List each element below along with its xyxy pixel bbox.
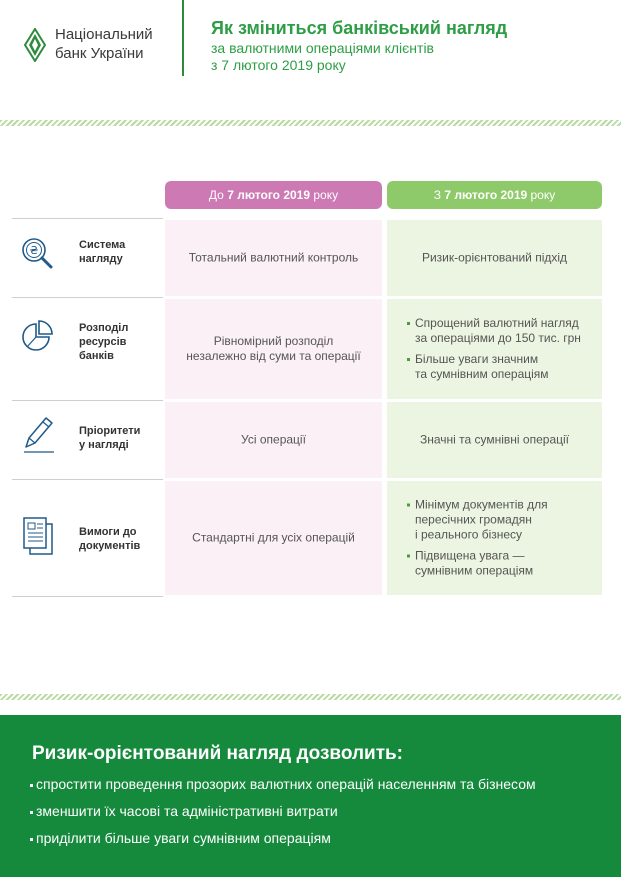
row-label-priorities (79, 424, 140, 452)
label-line: банків (79, 350, 114, 362)
label-line: нагляду (79, 253, 123, 265)
bullet-list (407, 316, 592, 382)
list-item: зменшити їх часові та адміністративні витрати (30, 803, 536, 820)
cell-before-document-requirements (165, 481, 382, 595)
cell-before-priorities (165, 402, 382, 478)
bullet-line: сумнівним операціям (415, 563, 534, 578)
pencil-icon (20, 414, 56, 454)
row-divider (12, 297, 163, 298)
bullet-line: Підвищена увага — (415, 548, 525, 563)
bullet-line: Спрощений валютний нагляд (415, 316, 579, 330)
bullet-line: та сумнівним операціям (415, 367, 549, 381)
list-item (407, 316, 592, 346)
header (0, 0, 621, 120)
row-label-document-requirements (79, 525, 140, 553)
label-line: Пріоритети (79, 425, 141, 437)
cell-text (165, 334, 382, 364)
bottom-stripe-divider (0, 694, 621, 700)
bullet-line: Більше уваги значним (415, 352, 539, 366)
label-line: Вимоги до (79, 526, 137, 538)
after-suffix: року (527, 188, 556, 202)
before-date: 7 лютого 2019 (227, 188, 311, 202)
cell-after-bank-resources (387, 299, 602, 399)
cell-text: Ризик-орієнтований підхід (421, 250, 568, 265)
footer-benefits-list (30, 776, 536, 857)
row-divider (12, 479, 163, 480)
cell-text: Усі операції (241, 432, 306, 447)
bullet-list (407, 498, 592, 579)
cell-line: Рівномірний розподіл (213, 334, 334, 348)
list-item: спростити проведення прозорих валютних операцій населенням та бізнесом (30, 776, 536, 793)
pie-chart-icon (20, 318, 56, 358)
bullet-line: і реального бізнесу (415, 527, 523, 542)
cell-after-supervision-system (387, 220, 602, 296)
row-divider (12, 596, 163, 597)
after-prefix: З (433, 188, 445, 202)
subtitle-line-2: з 7 лютого 2019 року (211, 57, 346, 73)
page-subtitle (211, 40, 434, 74)
label-line: у нагляді (79, 439, 129, 451)
nbu-logo-icon (24, 28, 46, 62)
list-item: приділити більше уваги сумнівним операціям (30, 830, 536, 847)
cell-line: незалежно від суми та операції (186, 349, 361, 363)
cell-before-bank-resources (165, 299, 382, 399)
bullet-line: за операціями до 150 тис. грн (415, 331, 581, 345)
row-divider (12, 218, 163, 219)
footer-panel (0, 715, 621, 877)
column-header-after (387, 181, 602, 209)
logo-line-1: Національний (55, 26, 153, 43)
before-prefix: До (208, 188, 228, 202)
documents-icon (20, 516, 56, 556)
cell-after-document-requirements (387, 481, 602, 595)
footer-title: Ризик-орієнтований нагляд дозволить: (32, 743, 404, 764)
label-line: документів (79, 540, 141, 552)
row-label-bank-resources (79, 321, 128, 363)
list-item (407, 549, 592, 579)
list-item (407, 352, 592, 382)
subtitle-line-1: за валютними операціями клієнтів (211, 40, 434, 56)
magnifier-hryvnia-icon (20, 236, 56, 276)
label-line: Система (79, 239, 126, 251)
cell-text: Стандартні для усіх операцій (192, 530, 355, 545)
list-item (407, 498, 592, 543)
page-title: Як зміниться банківський нагляд (211, 18, 508, 38)
cell-before-supervision-system (165, 220, 382, 296)
label-line: Розподіл (79, 322, 129, 334)
column-header-before (165, 181, 382, 209)
cell-after-priorities (387, 402, 602, 478)
svg-text:₴: ₴ (29, 244, 39, 257)
before-suffix: року (310, 188, 339, 202)
label-line: ресурсів (79, 336, 127, 348)
bullet-line: пересічних громадян (415, 512, 532, 527)
row-label-supervision-system (79, 238, 125, 266)
cell-text: Значні та сумнівні операції (419, 432, 569, 447)
logo-line-2: банк України (55, 45, 144, 62)
bullet-line: Мінімум документів для (415, 497, 548, 512)
cell-text: Тотальний валютний контроль (188, 250, 359, 265)
top-stripe-divider (0, 120, 621, 126)
logo-text (55, 25, 153, 63)
row-divider (12, 400, 163, 401)
header-divider (182, 0, 184, 76)
after-date: 7 лютого 2019 (444, 188, 528, 202)
